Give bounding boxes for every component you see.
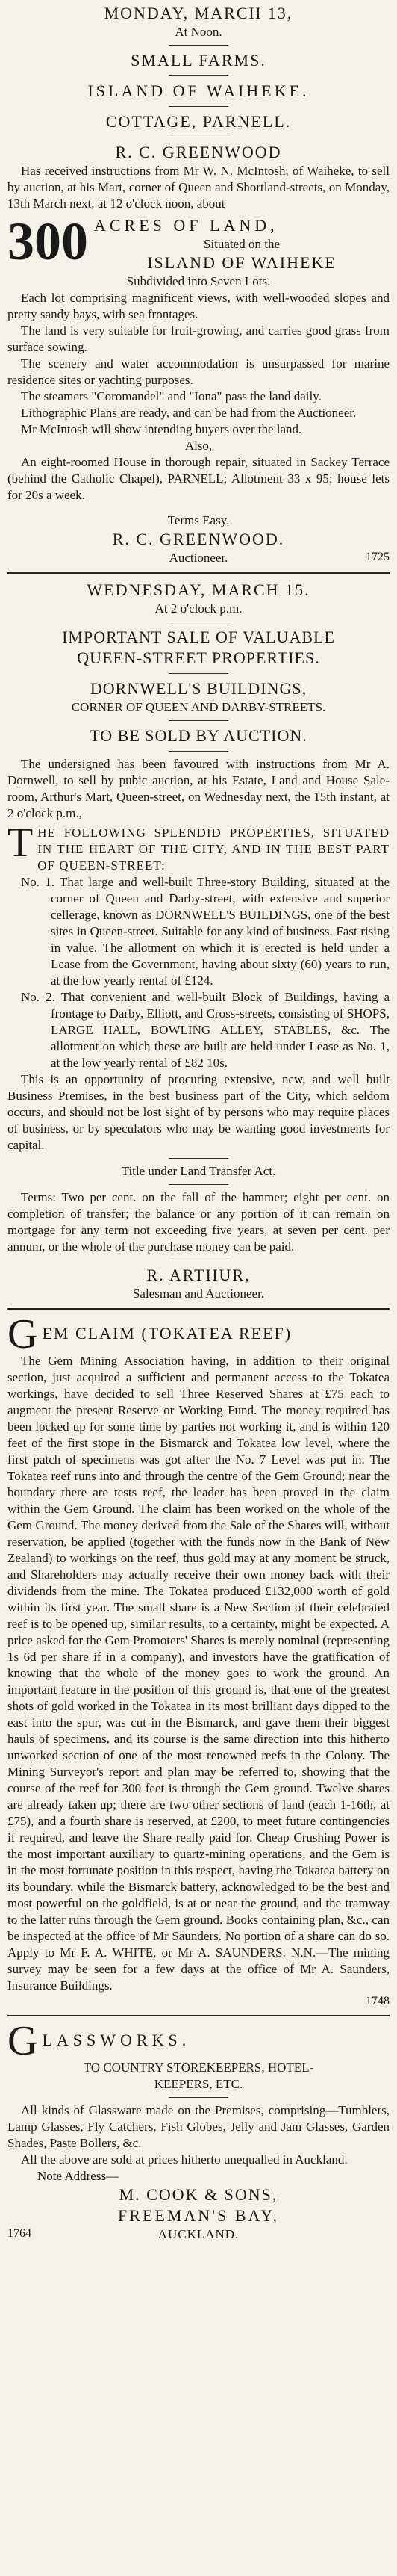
separator — [7, 1308, 390, 1310]
ad1-role: Auctioneer. — [169, 551, 228, 565]
ad4-city: AUCKLAND. — [157, 2227, 240, 2241]
divider — [169, 673, 228, 674]
ad1-big-number: 300 — [7, 211, 88, 271]
ad2-title: Title under Land Transfer Act. — [121, 1164, 276, 1178]
ad1-heading-small-farms: SMALL FARMS. — [131, 51, 266, 69]
ad1-terms: Terms Easy. — [167, 513, 230, 527]
ad4-footer — [7, 2226, 390, 2243]
ad-small-farms — [7, 3, 390, 566]
ad4-paragraph: All the above are sold at prices hitherto unequalled in Auckland. — [21, 2152, 348, 2167]
ad1-heading-cottage: COTTAGE, PARNELL. — [105, 112, 292, 131]
newspaper-column — [7, 0, 390, 2243]
ad1-intro: Has received instructions from Mr W. N. McIntosh, of Waiheke, to sell by auction, at his Mart, corner of Queen and Shortland-streets, on Monday, 13th March next, at 12 o'clock noon, about — [7, 164, 390, 211]
ad1-paragraph: Lithographic Plans are ready, and can be had from the Auctioneer. — [21, 406, 357, 420]
ad2-drop-letter: T — [7, 820, 34, 866]
ad4-title-block — [7, 2018, 390, 2064]
divider — [169, 45, 228, 46]
ad4-drop-letter: G — [7, 2018, 38, 2064]
separator — [7, 2015, 390, 2016]
ad1-date: MONDAY, MARCH 13, — [104, 4, 293, 22]
ad2-paragraph: This is an opportunity of procuring extensive, new, and well built Business Premises, in the best business part of the City, which seldom occurs, and should not be lost sight of by persons who may require places of business, or by speculators who may be wanting good investments for capital. — [7, 1072, 390, 1152]
ad4-subtitle: KEEPERS, ETC. — [154, 2077, 243, 2091]
ad1-paragraph: The land is very suitable for fruit-growing, and carries good grass from surface sowing. — [7, 323, 390, 354]
ad4-note: Note Address— — [37, 2169, 119, 2183]
ad1-acres: ACRES OF LAND, — [94, 216, 278, 235]
ad3-title: EM CLAIM (TOKATEA REEF) — [42, 1324, 293, 1343]
ad4-title: LASSWORKS. — [42, 2031, 191, 2049]
ad2-lead-block — [7, 820, 390, 874]
divider — [169, 751, 228, 752]
ad1-paragraph: An eight-roomed House in thorough repair, situated in Sackey Terrace (behind the Catholic Chapel), PARNELL; Allotment 33 x 95; house lets for 20s a week. — [7, 455, 390, 502]
ad2-item-2: No. 2. That convenient and well-built Block of Buildings, having a frontage to Darby, Elliott, and Cross-streets, consisting of SHOPS, LARGE HALL, BOWLING ALLEY, STABLES, &c. The allotment on which these are built are held under Lease as No. 1, at the low yearly rental of £82 10s. — [21, 990, 390, 1070]
ad1-ref: 1725 — [366, 551, 390, 563]
ad-glassworks — [7, 2018, 390, 2243]
ad2-heading5: TO BE SOLD BY AUCTION. — [90, 726, 307, 745]
divider — [169, 106, 228, 107]
ad2-time: At 2 o'clock p.m. — [154, 601, 243, 616]
ad2-item-1: No. 1. That large and well-built Three-story Building, situated at the corner of Queen and Darby-street, with extensive and superior cellerage, known as DORNWELL'S BUILDINGS, one of the best sites in Queen-street. Suitable for any kind of business. Fast rising in value. The allotment on which it is erected is held under a Lease from the Government, having about sixty (60) years to run, at the low yearly rental of £124. — [21, 875, 390, 988]
ad1-paragraph: The scenery and water accommodation is unsurpassed for marine residence sites or yachting purposes. — [7, 356, 390, 387]
ad2-signature: R. ARTHUR, — [146, 1266, 251, 1284]
ad3-title-block — [7, 1311, 390, 1357]
ad1-situated: Situated on the — [204, 237, 280, 251]
ad-gem-claim — [7, 1311, 390, 2009]
divider — [169, 1158, 228, 1159]
ad3-body: The Gem Mining Association having, in addition to their original section, just acquired a sufficient and permanent access to the Tokatea workings, have decided to sell Three Reserved Shares at £75 each to augment the present Reserve or Working Fund. The money required has been locked up for some time by parties not working it, and is within 120 feet of the first stope in the Bismarck and Tokatea low level, where the first patch of specimens was got after the No. 7 Level was put in. The Tokatea reef runs into and through the centre of the Gem Ground; near the boundary there are tests reef, the leader has been proved in the claim within the Gem Ground. The claim has been worked on the whole of the Gem Ground. The money derived from the Sale of the Shares will, without reservation, be applied (together with the funds now in the Bank of New Zealand) to workings on the reef, thus gold may at any moment be struck, and Shareholders may actually receive their own money back with their dividends from the mine. The Tokatea produced £132,000 worth of gold within its first year. The small share is a New Section of their celebrated reef is to be opened up, similar results, to a certainty, might be expected. A price asked for the Gem Promoters' Shares is merely nominal (representing 1s 6d per share if in a company), and investors have the gratification of knowing that the whole of the money goes to work the ground. An important feature in the position of this ground is, that one of the greatest shots of gold worked in the Tokatea in its most brilliant days dipped to the east into the spur, was cut in the Bismarck, and gave them their biggest hauls of specimens, and its course is the same direction into this hitherto unworked section of one of the most renowned reefs in the Colony. The Mining Surveyor's report and plan may be referred to, showing that the course of the reef for 300 feet is through the Gem ground. Twelve shares are already taken up; there are two other sections of land (each 1-16th, at £75), and a fourth share is reserved, at £200, to meet future contingencies if required, and leave the Share really paid for. Cheap Crushing Power is the most important auxiliary to quartz-mining operations, and the Gem is in the most fortunate position in this respect, having the Tokatea battery on its boundary, while the Bismarck battery, acknowledged to be the best and most powerful on the goldfield, is at or near the ground, and the tramway to the latter runs through the Gem ground. Books containing plan, &c., can be inspected at the office of Mr Saunders. No portion of a share can do so. Apply to Mr F. A. WHITE, or Mr A. SAUNDERS. N.N.—The mining survey may be seen for a few days at the office of Mr A. Saunders, Insurance Buildings. — [7, 1354, 390, 1993]
ad2-date: WEDNESDAY, MARCH 15. — [87, 580, 310, 599]
divider — [169, 1184, 228, 1185]
ad1-also: Also, — [184, 439, 213, 453]
divider — [169, 720, 228, 721]
ad1-paragraph: Mr McIntosh will show intending buyers over the land. — [21, 422, 302, 436]
divider — [169, 75, 228, 76]
ad2-role: Salesman and Auctioneer. — [132, 1287, 265, 1301]
ad4-firm: M. COOK & SONS, — [119, 2185, 278, 2204]
ad2-heading2: QUEEN-STREET PROPERTIES. — [77, 648, 320, 667]
ad2-heading4: CORNER OF QUEEN AND DARBY-STREETS. — [71, 700, 326, 714]
ad3-ref: 1748 — [366, 1995, 390, 2007]
ad1-subdivided: Subdivided into Seven Lots. — [126, 274, 271, 288]
ad2-terms: Terms: Two per cent. on the fall of the hammer; eight per cent. on completion of transfer; the balance or any portion of it can remain on mortgage for any term not exceeding five years, at seven per cent. per annum, or the whole of the purchase money can be paid. — [7, 1190, 390, 1254]
ad4-subtitle: TO COUNTRY STOREKEEPERS, HOTEL- — [83, 2061, 314, 2075]
ad2-intro: The undersigned has been favoured with instructions from Mr A. Dornwell, to sell by pubic auction, at his Estate, Land and House Sale-room, Arthur's Mart, Queen-street, on Wednesday next, the 15th instant, at 2 o'clock p.m., — [7, 757, 390, 820]
ad-queen-street — [7, 580, 390, 1302]
ad1-signature: R. C. GREENWOOD. — [112, 530, 285, 548]
ad2-heading3: DORNWELL'S BUILDINGS, — [90, 679, 307, 698]
ad1-island: ISLAND OF WAIHEKE — [147, 253, 337, 272]
ad2-heading1: IMPORTANT SALE OF VALUABLE — [62, 628, 335, 646]
ad3-drop-letter: G — [7, 1311, 38, 1357]
divider — [169, 2097, 228, 2098]
ad1-time: At Noon. — [175, 25, 222, 39]
ad1-footer — [7, 550, 390, 566]
ad1-acreage-block — [7, 211, 390, 273]
separator — [7, 572, 390, 574]
ad1-heading-island: ISLAND OF WAIHEKE. — [87, 81, 310, 100]
ad2-lead: HE FOLLOWING SPLENDID PROPERTIES, SITUATED IN THE HEART OF THE CITY, AND IN THE BEST PART OF QUEEN-STREET: — [37, 826, 390, 873]
ad1-auctioneer-name: R. C. GREENWOOD — [115, 143, 282, 161]
ad1-paragraph: The steamers "Coromandel" and "Iona" pass the land daily. — [21, 389, 322, 403]
ad4-location: FREEMAN'S BAY, — [118, 2206, 279, 2225]
ad4-paragraph: All kinds of Glassware made on the Premises, comprising—Tumblers, Lamp Glasses, Fly Catchers, Fish Globes, Jelly and Jam Glasses, Garden Shades, Paste Bollers, &c. — [7, 2103, 390, 2150]
ad4-ref: 1764 — [7, 2227, 31, 2240]
ad1-paragraph: Each lot comprising magnificent views, with well-wooded slopes and pretty sandy bays, with sea frontages. — [7, 291, 390, 321]
